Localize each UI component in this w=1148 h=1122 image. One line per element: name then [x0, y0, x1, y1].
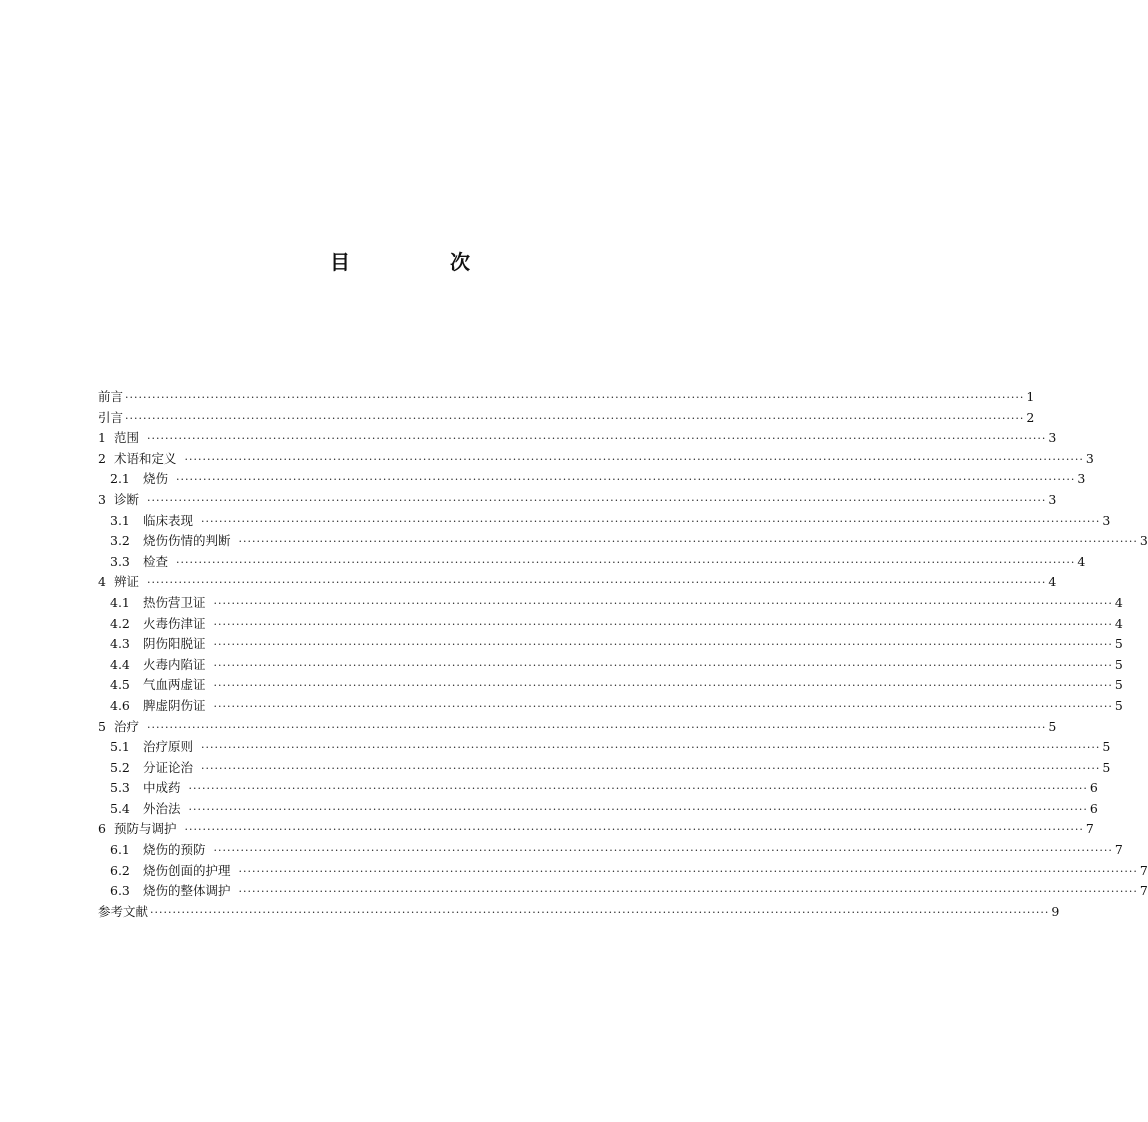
dot-leader: ········································································································································································································: [150, 905, 1050, 919]
toc-entry-label: 外治法: [143, 800, 181, 816]
toc-entry-page-number: 6: [1089, 780, 1098, 796]
toc-entry-label: 范围: [114, 430, 140, 446]
toc-entry[interactable]: [98, 655, 1123, 676]
toc-entry-page-number: 4: [1114, 594, 1123, 610]
dot-leader: ········································································································································································································: [213, 679, 1113, 693]
toc-entry-number: 2.1: [110, 471, 130, 487]
toc-entry-label: 引言: [98, 409, 124, 425]
toc-entry-page-number: 4: [1114, 615, 1123, 631]
dot-leader: ········································································································································································································: [188, 782, 1088, 796]
toc-entry-page-number: 5: [1114, 636, 1123, 652]
toc-entry-number: 5: [98, 718, 106, 734]
toc-entry-label: 预防与调护: [114, 821, 177, 837]
dot-leader: ········································································································································································································: [201, 741, 1101, 755]
toc-entry-page-number: 5: [1048, 718, 1057, 734]
toc-entry[interactable]: [98, 902, 1060, 923]
dot-leader: ········································································································································································································: [213, 617, 1113, 631]
toc-entry-label: 诊断: [114, 491, 140, 507]
toc-entry-page-number: 5: [1114, 656, 1123, 672]
toc-entry-page-number: 5: [1102, 739, 1111, 755]
toc-entry[interactable]: [98, 552, 1086, 573]
toc-entry[interactable]: [98, 840, 1123, 861]
toc-entry-number: 4.6: [110, 697, 130, 713]
toc-entry-label: 前言: [98, 389, 124, 404]
toc-entry-label: 脾虚阴伤证: [143, 697, 206, 713]
toc-entry-label: 临床表现: [143, 512, 194, 528]
toc-entry-page-number: 7: [1114, 842, 1123, 858]
toc-entry-page-number: 9: [1051, 903, 1060, 919]
toc-entry-number: 5.1: [110, 739, 130, 755]
toc-entry[interactable]: [98, 593, 1123, 614]
toc-entry-number: 6.3: [110, 883, 130, 899]
toc-entry-page-number: 2: [1026, 409, 1035, 425]
toc-entry-number: 3: [98, 491, 106, 507]
toc-entry-page-number: 3: [1102, 512, 1111, 528]
toc-entry[interactable]: [98, 490, 1057, 511]
toc-entry[interactable]: [98, 778, 1098, 799]
toc-entry-number: 5.4: [110, 800, 130, 816]
toc-entry-label: 中成药: [143, 780, 181, 796]
toc-entry[interactable]: [98, 696, 1123, 717]
toc-entry[interactable]: [98, 469, 1086, 490]
toc-entry-label: 烧伤创面的护理: [143, 862, 231, 878]
toc-entry-page-number: 6: [1089, 800, 1098, 816]
toc-entry[interactable]: [98, 799, 1098, 820]
dot-leader: ········································································································································································································: [201, 514, 1101, 528]
toc-entry-page-number: 5: [1114, 677, 1123, 693]
toc-entry-page-number: 4: [1048, 574, 1057, 590]
toc-entry[interactable]: [98, 511, 1111, 532]
dot-leader: ········································································································································································································: [147, 493, 1047, 507]
toc-entry[interactable]: [98, 531, 1148, 552]
toc-entry[interactable]: [98, 861, 1148, 882]
toc-entry[interactable]: [98, 408, 1035, 429]
dot-leader: ········································································································································································································: [125, 411, 1025, 425]
toc-entry-label: 烧伤伤情的判断: [143, 533, 231, 549]
toc-entry-label: 阴伤阳脱证: [143, 636, 206, 652]
dot-leader: ········································································································································································································: [213, 844, 1113, 858]
dot-leader: ········································································································································································································: [213, 699, 1113, 713]
toc-entry-page-number: 3: [1085, 450, 1094, 466]
toc-entry-label: 检查: [143, 553, 169, 569]
toc-entry-page-number: 3: [1048, 430, 1057, 446]
toc-entry-number: 1: [98, 430, 106, 446]
dot-leader: ········································································································································································································: [201, 761, 1101, 775]
toc-entry-number: 4.5: [110, 677, 130, 693]
toc-entry-number: 6.2: [110, 862, 130, 878]
toc-entry-label: 参考文献: [98, 903, 149, 919]
toc-entry[interactable]: [98, 881, 1148, 902]
toc-entry-label: 治疗原则: [143, 739, 194, 755]
table-of-contents: [98, 387, 1148, 922]
toc-entry[interactable]: [98, 614, 1123, 635]
dot-leader: ········································································································································································································: [184, 452, 1084, 466]
toc-entry[interactable]: [98, 675, 1123, 696]
toc-entry-number: 6.1: [110, 842, 130, 858]
toc-entry-label: 火毒内陷证: [143, 656, 206, 672]
toc-entry[interactable]: [98, 737, 1111, 758]
dot-leader: ········································································································································································································: [238, 535, 1138, 549]
toc-entry-label: 烧伤的整体调护: [143, 883, 231, 899]
toc-entry-number: 2: [98, 450, 106, 466]
toc-entry-number: 3.3: [110, 553, 130, 569]
toc-entry[interactable]: [98, 387, 1035, 408]
dot-leader: ········································································································································································································: [184, 823, 1084, 837]
toc-entry-page-number: 5: [1114, 697, 1123, 713]
toc-entry-label: 术语和定义: [114, 450, 177, 466]
toc-entry-number: 3.1: [110, 512, 130, 528]
toc-entry-label: 治疗: [114, 718, 140, 734]
dot-leader: ········································································································································································································: [176, 555, 1076, 569]
toc-entry-number: 6: [98, 821, 106, 837]
toc-entry[interactable]: [98, 449, 1094, 470]
page-title: 目 次: [330, 250, 510, 274]
toc-entry[interactable]: [98, 572, 1057, 593]
toc-entry-number: 5.2: [110, 759, 130, 775]
toc-entry-page-number: 5: [1102, 759, 1111, 775]
toc-entry-number: 3.2: [110, 533, 130, 549]
toc-entry-number: 4.2: [110, 615, 130, 631]
toc-entry-number: 4.1: [110, 594, 130, 610]
dot-leader: ········································································································································································································: [176, 473, 1076, 487]
dot-leader: ········································································································································································································: [238, 864, 1138, 878]
dot-leader: ········································································································································································································: [188, 802, 1088, 816]
toc-entry[interactable]: [98, 634, 1123, 655]
toc-entry-label: 烧伤: [143, 471, 169, 487]
toc-entry-number: 4.3: [110, 636, 130, 652]
dot-leader: ········································································································································································································: [213, 638, 1113, 652]
dot-leader: ········································································································································································································: [147, 576, 1047, 590]
toc-entry[interactable]: [98, 428, 1057, 449]
dot-leader: ········································································································································································································: [238, 885, 1138, 899]
toc-entry-page-number: 7: [1085, 821, 1094, 837]
dot-leader: ········································································································································································································: [125, 391, 1025, 404]
dot-leader: ········································································································································································································: [147, 720, 1047, 734]
dot-leader: ········································································································································································································: [147, 432, 1047, 446]
toc-entry-page-number: 7: [1139, 862, 1148, 878]
toc-entry[interactable]: [98, 758, 1111, 779]
toc-entry-page-number: 3: [1077, 471, 1086, 487]
toc-entry-label: 火毒伤津证: [143, 615, 206, 631]
toc-entry-label: 热伤营卫证: [143, 594, 206, 610]
toc-entry-label: 分证论治: [143, 759, 194, 775]
toc-entry[interactable]: [98, 717, 1057, 738]
toc-entry-page-number: 4: [1077, 553, 1086, 569]
toc-entry-page-number: 7: [1139, 883, 1148, 899]
toc-entry-page-number: 3: [1139, 533, 1148, 549]
toc-entry[interactable]: [98, 819, 1094, 840]
toc-entry-label: 辨证: [114, 574, 140, 590]
dot-leader: ········································································································································································································: [213, 658, 1113, 672]
toc-entry-page-number: 3: [1048, 491, 1057, 507]
toc-entry-number: 5.3: [110, 780, 130, 796]
toc-entry-label: 烧伤的预防: [143, 842, 206, 858]
toc-entry-page-number: 1: [1026, 389, 1035, 404]
dot-leader: ········································································································································································································: [213, 596, 1113, 610]
toc-entry-label: 气血两虚证: [143, 677, 206, 693]
toc-entry-number: 4: [98, 574, 106, 590]
toc-entry-number: 4.4: [110, 656, 130, 672]
